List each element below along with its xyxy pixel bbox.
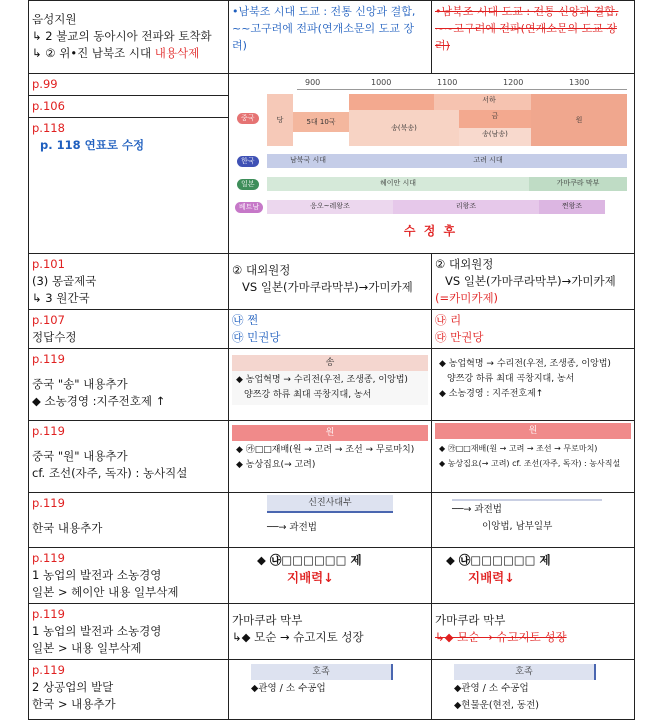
table-row: p.119 1 농업의 발전과 소농경영 일본 > 헤이안 내용 일부삭제 ◆ ㉯□□□□□□ 제 지배력↓ ◆ ㉯□□□□□□ 제 지배력↓ <box>29 548 635 604</box>
table-row: p.101 (3) 몽골제국 ↳ 3 원간국 ② 대외원정 VS 일본(가마쿠라막부)→가미카제 ② 대외원정 VS 일본(가마쿠라막부)→가미카제 (=카미카제) <box>29 254 635 310</box>
table-row: p.118 p. 118 연표로 수정 <box>29 118 635 254</box>
errata-table <box>28 0 635 720</box>
before-cell: •남북조 시대 도교 : 전통 신앙과 결합, ~~고구려에 전파(연개소문의 도교 장려) <box>229 1 432 74</box>
table-row: p.119 한국 내용추가 신진사대부 ──→ 과전법 ──→ 과전법 이앙법, 남부일부 <box>29 493 635 548</box>
table-row: p.107 정답수정 ㉯ 쩐 ㉰ 민권당 ㉯ 리 ㉰ 만권당 <box>29 310 635 349</box>
korea-chip: 한국 <box>237 156 259 167</box>
japan-chip: 일본 <box>237 179 259 190</box>
timeline-chart: 900 1000 1100 1200 1300 중국 당 5대 10국 송(북송) 서하 금 송(남송) 원 한국 남북국 시대 고려 시대 일본 헤이안 시대 가마쿠라 막부 베트남 응오~레왕조 리왕조 쩐왕조 수 정 후 <box>229 74 634 244</box>
table-row: p.119 1 농업의 발전과 소농경영 일본 > 내용 일부삭제 가마쿠라 막부 ↳◆ 모순 → 슈고지토 성장 가마쿠라 막부 ↳◆ 모순 → 슈고지토 성장 <box>29 604 635 660</box>
china-chip: 중국 <box>237 113 259 124</box>
after-label: 수 정 후 <box>403 224 458 238</box>
vietnam-chip: 베트남 <box>235 202 263 213</box>
table-row <box>29 1 635 74</box>
table-row: p.119 중국 "원" 내용추가 cf. 조선(자주, 독자) : 농사직설 원 ◆ ㉮□□재배(원 → 고려 → 조선 → 무로마치) ◆ 농상집요(→ 고려) 원 ◆ ㉮□□재배(원 → 고려 → 조선 → 무로마치) ◆ 농상집요(→ 고려) cf. 조선(자주, 독자) : 농사직설 <box>29 421 635 493</box>
timeline-cell <box>229 74 635 254</box>
after-cell: •남북조 시대 도교 : 전통 신앙과 결합, ~~고구려에 전파(연개소문의 도교 장려) <box>432 1 635 74</box>
ref-cell: 음성지원 ↳ 2 불교의 동아시아 전파와 토착화 ↳ ② 위•진 남북조 시대 내용삭제 <box>29 1 229 74</box>
table-row: p.119 중국 "송" 내용추가 ◆ 소농경영 :지주전호제 ↑ 송 ◆ 농업혁명 → 수리전(우전, 조생종, 이앙법) 양쯔강 하류 최대 곡창지대, 농서 ◆ 농업혁명 → 수리전(우전, 조생종, 이앙법) 양쯔강 하류 최대 곡창지대, 농서 ◆ 소농경영 : 지주전호제↑ <box>29 349 635 421</box>
table-row: p.99 900 1000 1100 1200 1300 중국 당 5대 10국 송(북송) 서하 금 송(남송) 원 한국 남북국 시대 고려 시대 일본 헤이안 시대 가마쿠라 막부 베트남 응오~레왕조 리왕조 쩐왕조 수 정 후 <box>29 74 635 96</box>
table-row: p.119 2 상공업의 발달 한국 > 내용추가 호족 ◆관영 / 소 수공업 호족 ◆관영 / 소 수공업 ◆현물운(현전, 동전) <box>29 660 635 720</box>
table-row: p.106 <box>29 96 635 118</box>
